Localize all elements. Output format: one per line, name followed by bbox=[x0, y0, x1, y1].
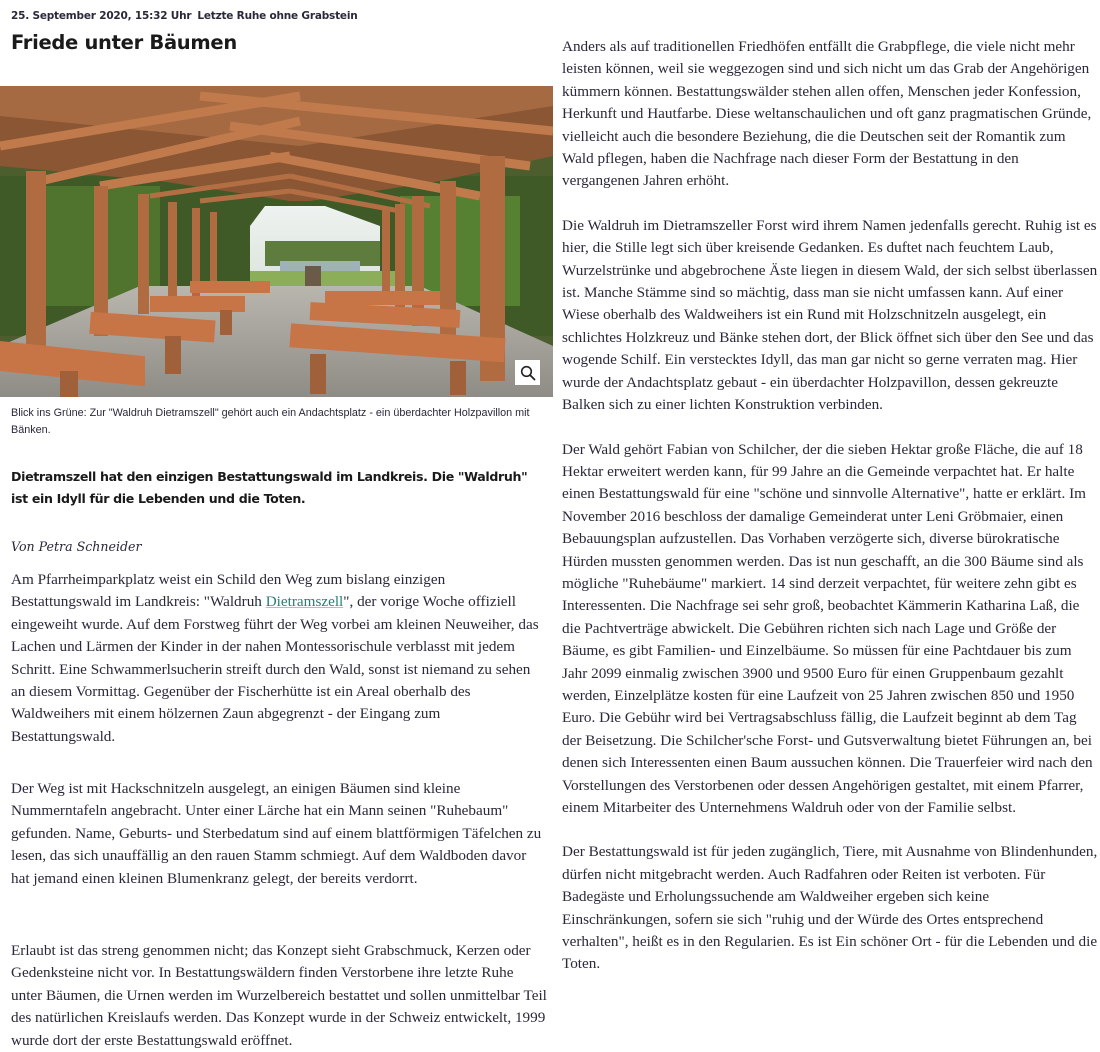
image-zoom-button[interactable] bbox=[515, 360, 540, 385]
body-paragraph-4: Anders als auf traditionellen Friedhöfen entfällt die Grabpflege, die viele nicht mehr leisten können, weil sie weggezogen sind und sich nicht um das Grab der Angehörigen kümmern können. Bestattungswälder stehen allen offen, Menschen jeder Konfession, Herkunft und Hautfarbe. Diese weltanschaulichen und oft ganz pragmatischen Gründe, vielleicht auch die besondere Beziehung, die die Deutschen seit der Romantik zum Wald pflegen, haben die Nachfrage nach dieser Form der Bestattung in den vergangenen Jahren erhöht. bbox=[562, 38, 1092, 190]
author-byline: Von Petra Schneider bbox=[11, 539, 142, 554]
body-paragraph-6: Der Wald gehört Fabian von Schilcher, der die sieben Hektar große Fläche, die auf 18 Hektar erweitert werden kann, für 99 Jahre an die Gemeinde verpachtet hat. Er halte einen Bestattungswald für eine "schöne und sinnvolle Alternative", hatte er erklärt. Im November 2016 beschloss der damalige Gemeinderat unter Leni Gröbmaier, einen Bebauungsplan aufzustellen. Das Vorhaben verzögerte sich, diverse bürokratische Hürden mussten genommen werden. Das ist nun geschafft, an die 300 Bäume sind als mögliche "Ruhebäume" markiert. 14 sind derzeit verpachtet, für weitere zehn gibt es Interessenten. Die Nachfrage sei sehr groß, beobachtet Kämmerin Katharina Laß, die die Pachtverträge abwickelt. Die Gebühren richten sich nach Lage und Größe der Bäume, es gibt Familien- und Einzelbäume. So müssen für eine Pachtdauer bis zum Jahr 2099 einmalig zwischen 3900 und 9500 Euro für einen Gruppenbaum gezahlt werden, Einzelplätze kosten für eine Laufzeit von 25 Jahren zwischen 850 und 1950 Euro. Die Gebühr wird bei Vertragsabschluss fällig, die Laufzeit beginnt ab dem Tag der Beisetzung. Die Schilcher'sche Forst- und Gutsverwaltung bietet Führungen an, bei denen sich Interessenten einen Baum aussuchen können. Die Trauerfeier wird nach den Vorstellungen des Verstorbenen oder dessen Angehörigen gestaltet, mit einem Pfarrer, einem Mitarbeiter des Unternehmens Waldruh oder von der Familie selbst. bbox=[562, 440, 1093, 816]
article-photo[interactable] bbox=[0, 86, 553, 397]
pavilion-photo-illustration bbox=[0, 86, 553, 397]
body-paragraph-7: Der Bestattungswald ist für jeden zugänglich, Tiere, mit Ausnahme von Blindenhunden, dürfen nicht mitgebracht werden. Auch Radfahren oder Reiten ist verboten. Für Badegäste und Erholungssuchende am Waldweiher ergeben sich keine Einschränkungen, sofern sie sich "ruhig und der Würde des Ortes entsprechend verhalten", heißt es in den Regularien. Es ist Ein schöner Ort - für die Lebenden und die Toten. bbox=[562, 843, 1098, 973]
body-paragraph-3: Erlaubt ist das streng genommen nicht; das Konzept sieht Grabschmuck, Kerzen oder Gedenksteine nicht vor. In Bestattungswäldern finden Verstorbene ihre letzte Ruhe unter Bäumen, die Urnen werden im Wurzelbereich bestattet und sollen unmittelbar Teil des natürlichen Kreislaufs werden. Das Konzept wurde in der Schweiz entwickelt, 1999 wurde dort der erste Bestattungswald eröffnet. bbox=[11, 942, 547, 1049]
article-meta bbox=[11, 10, 358, 22]
magnifier-icon bbox=[520, 365, 536, 381]
article-kicker: Letzte Ruhe ohne Grabstein bbox=[197, 10, 358, 22]
article-teaser: Dietramszell hat den einzigen Bestattungswald im Landkreis. Die "Waldruh" ist ein Idyll für die Lebenden und die Toten. bbox=[11, 469, 528, 506]
link-dietramszell[interactable]: Dietramszell bbox=[265, 593, 344, 611]
body-paragraph-2: Der Weg ist mit Hackschnitzeln ausgelegt, an einigen Bäumen sind kleine Nummerntafeln angebracht. Unter einer Lärche hat ein Mann seinen "Ruhebaum" gefunden. Name, Geburts- und Sterbedatum sind auf einem blattförmigen Täfelchen zu lesen, das sich unauffällig an den rauen Stamm schmiegt. Auf dem Waldboden davor hat jemand einen kleinen Blumenkranz gelegt, der bereits verdorrt. bbox=[11, 780, 542, 887]
body-paragraph-1: Am Pfarrheimparkplatz weist ein Schild den Weg zum bislang einzigen Bestattungswald im Landkreis: "Waldruh Dietramszell", der vorige Woche offiziell eingeweiht wurde. Auf dem Forstweg führt der Weg vorbei am kleinen Neuweiher, das Lachen und Lärmen der Kinder in der nahen Montessorischule verblasst mit jedem Schritt. Eine Schwammerlsucherin streift durch den Wald, sonst ist niemand zu sehen an diesem Vormittag. Gegenüber der Fischerhütte ist ein Areal oberhalb des Waldweihers mit einem hölzernen Zaun abgegrenzt - der Eingang zum Bestattungswald. bbox=[11, 571, 539, 745]
article-title: Friede unter Bäumen bbox=[11, 31, 237, 54]
body-paragraph-5: Die Waldruh im Dietramszeller Forst wird ihrem Namen jedenfalls gerecht. Ruhig ist es hier, die Stille legt sich über kreisende Gedanken. Es duftet nach feuchtem Laub, Wurzelstrünke und abgebrochene Äste liegen in diesem Wald, der sich selbst überlassen ist. Manche Stämme sind so mächtig, dass man sie nicht umfassen kann. Auf einer Wiese oberhalb des Waldweihers ist ein Rund mit Holzschnitzeln ausgelegt, ein schlichtes Holzkreuz und Bänke stehen dort, der Blick öffnet sich über den See und das wogende Schilf. Ein verstecktes Idyll, das man gar nicht so gerne verraten mag. Hier wurde der Andachtsplatz gebaut - ein überdachter Holzpavillon, dessen gekreuzte Balken sich zu einer lichten Konstruktion verbinden. bbox=[562, 216, 1098, 414]
publish-date: 25. September 2020, 15:32 Uhr bbox=[11, 10, 192, 22]
article-right-column bbox=[562, 36, 1098, 998]
photo-caption: Blick ins Grüne: Zur "Waldruh Dietramszell" gehört auch ein Andachtsplatz - ein überdachter Holzpavillon mit Bänken. bbox=[11, 407, 530, 436]
